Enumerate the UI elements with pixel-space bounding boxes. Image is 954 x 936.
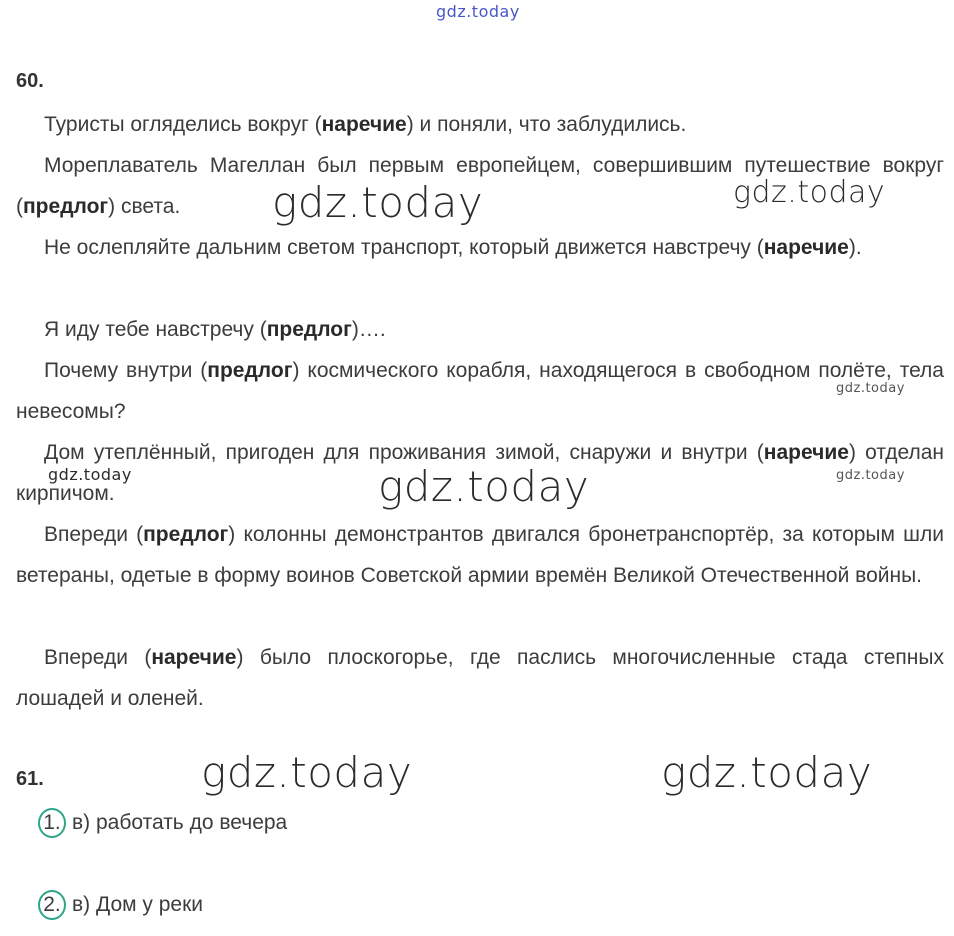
watermark-top: gdz.today bbox=[436, 2, 520, 21]
watermark: gdz.today bbox=[378, 462, 590, 511]
paragraph-5: Почему внутри (предлог) космического корабля, находящегося в свободном полёте, тела невесомы? bbox=[16, 359, 944, 423]
paragraph-7: Впереди (предлог) колонны демонстрантов двигался бронетранспортёр, за которым шли ветераны, одетые в форму воинов Советской армии времён Великой Отечественной войны. bbox=[16, 523, 944, 587]
watermark: gdz.today bbox=[272, 178, 484, 227]
watermark: gdz.today bbox=[733, 175, 886, 210]
exercise-60-number: 60. bbox=[16, 70, 44, 92]
watermark: gdz.today bbox=[661, 748, 873, 797]
watermark: gdz.today bbox=[836, 381, 905, 396]
paragraph-4: Я иду тебе навстречу (предлог)…. bbox=[44, 318, 386, 341]
paragraph-3: Не ослепляйте дальним светом транспорт, который движется навстречу (наречие). bbox=[44, 236, 862, 259]
watermark: gdz.today bbox=[836, 468, 905, 483]
paragraph-6: Дом утеплённый, пригоден для проживания зимой, снаружи и внутри (наречие) отделан кирпичом. bbox=[16, 441, 945, 505]
watermark: gdz.today bbox=[48, 465, 132, 484]
paragraph-1: Туристы огляделись вокруг (наречие) и поняли, что заблудились. bbox=[44, 113, 687, 136]
paragraph-8: Впереди (наречие) было плоскогорье, где паслись многочисленные стада степных лошадей и оленей. bbox=[16, 646, 944, 710]
paragraph-2: Мореплаватель Магеллан был первым европейцем, совершившим путешествие вокруг (предлог) света. bbox=[16, 154, 944, 218]
answer-item-2 bbox=[38, 890, 203, 920]
watermark: gdz.today bbox=[201, 748, 413, 797]
item-number-circle: 1. bbox=[38, 808, 66, 838]
exercise-61-number: 61. bbox=[16, 768, 44, 790]
item-number-circle: 2. bbox=[38, 890, 66, 920]
answer-item-1 bbox=[38, 808, 287, 838]
answer-text: в) работать до вечера bbox=[72, 811, 288, 834]
answer-text: в) Дом у реки bbox=[72, 893, 204, 916]
